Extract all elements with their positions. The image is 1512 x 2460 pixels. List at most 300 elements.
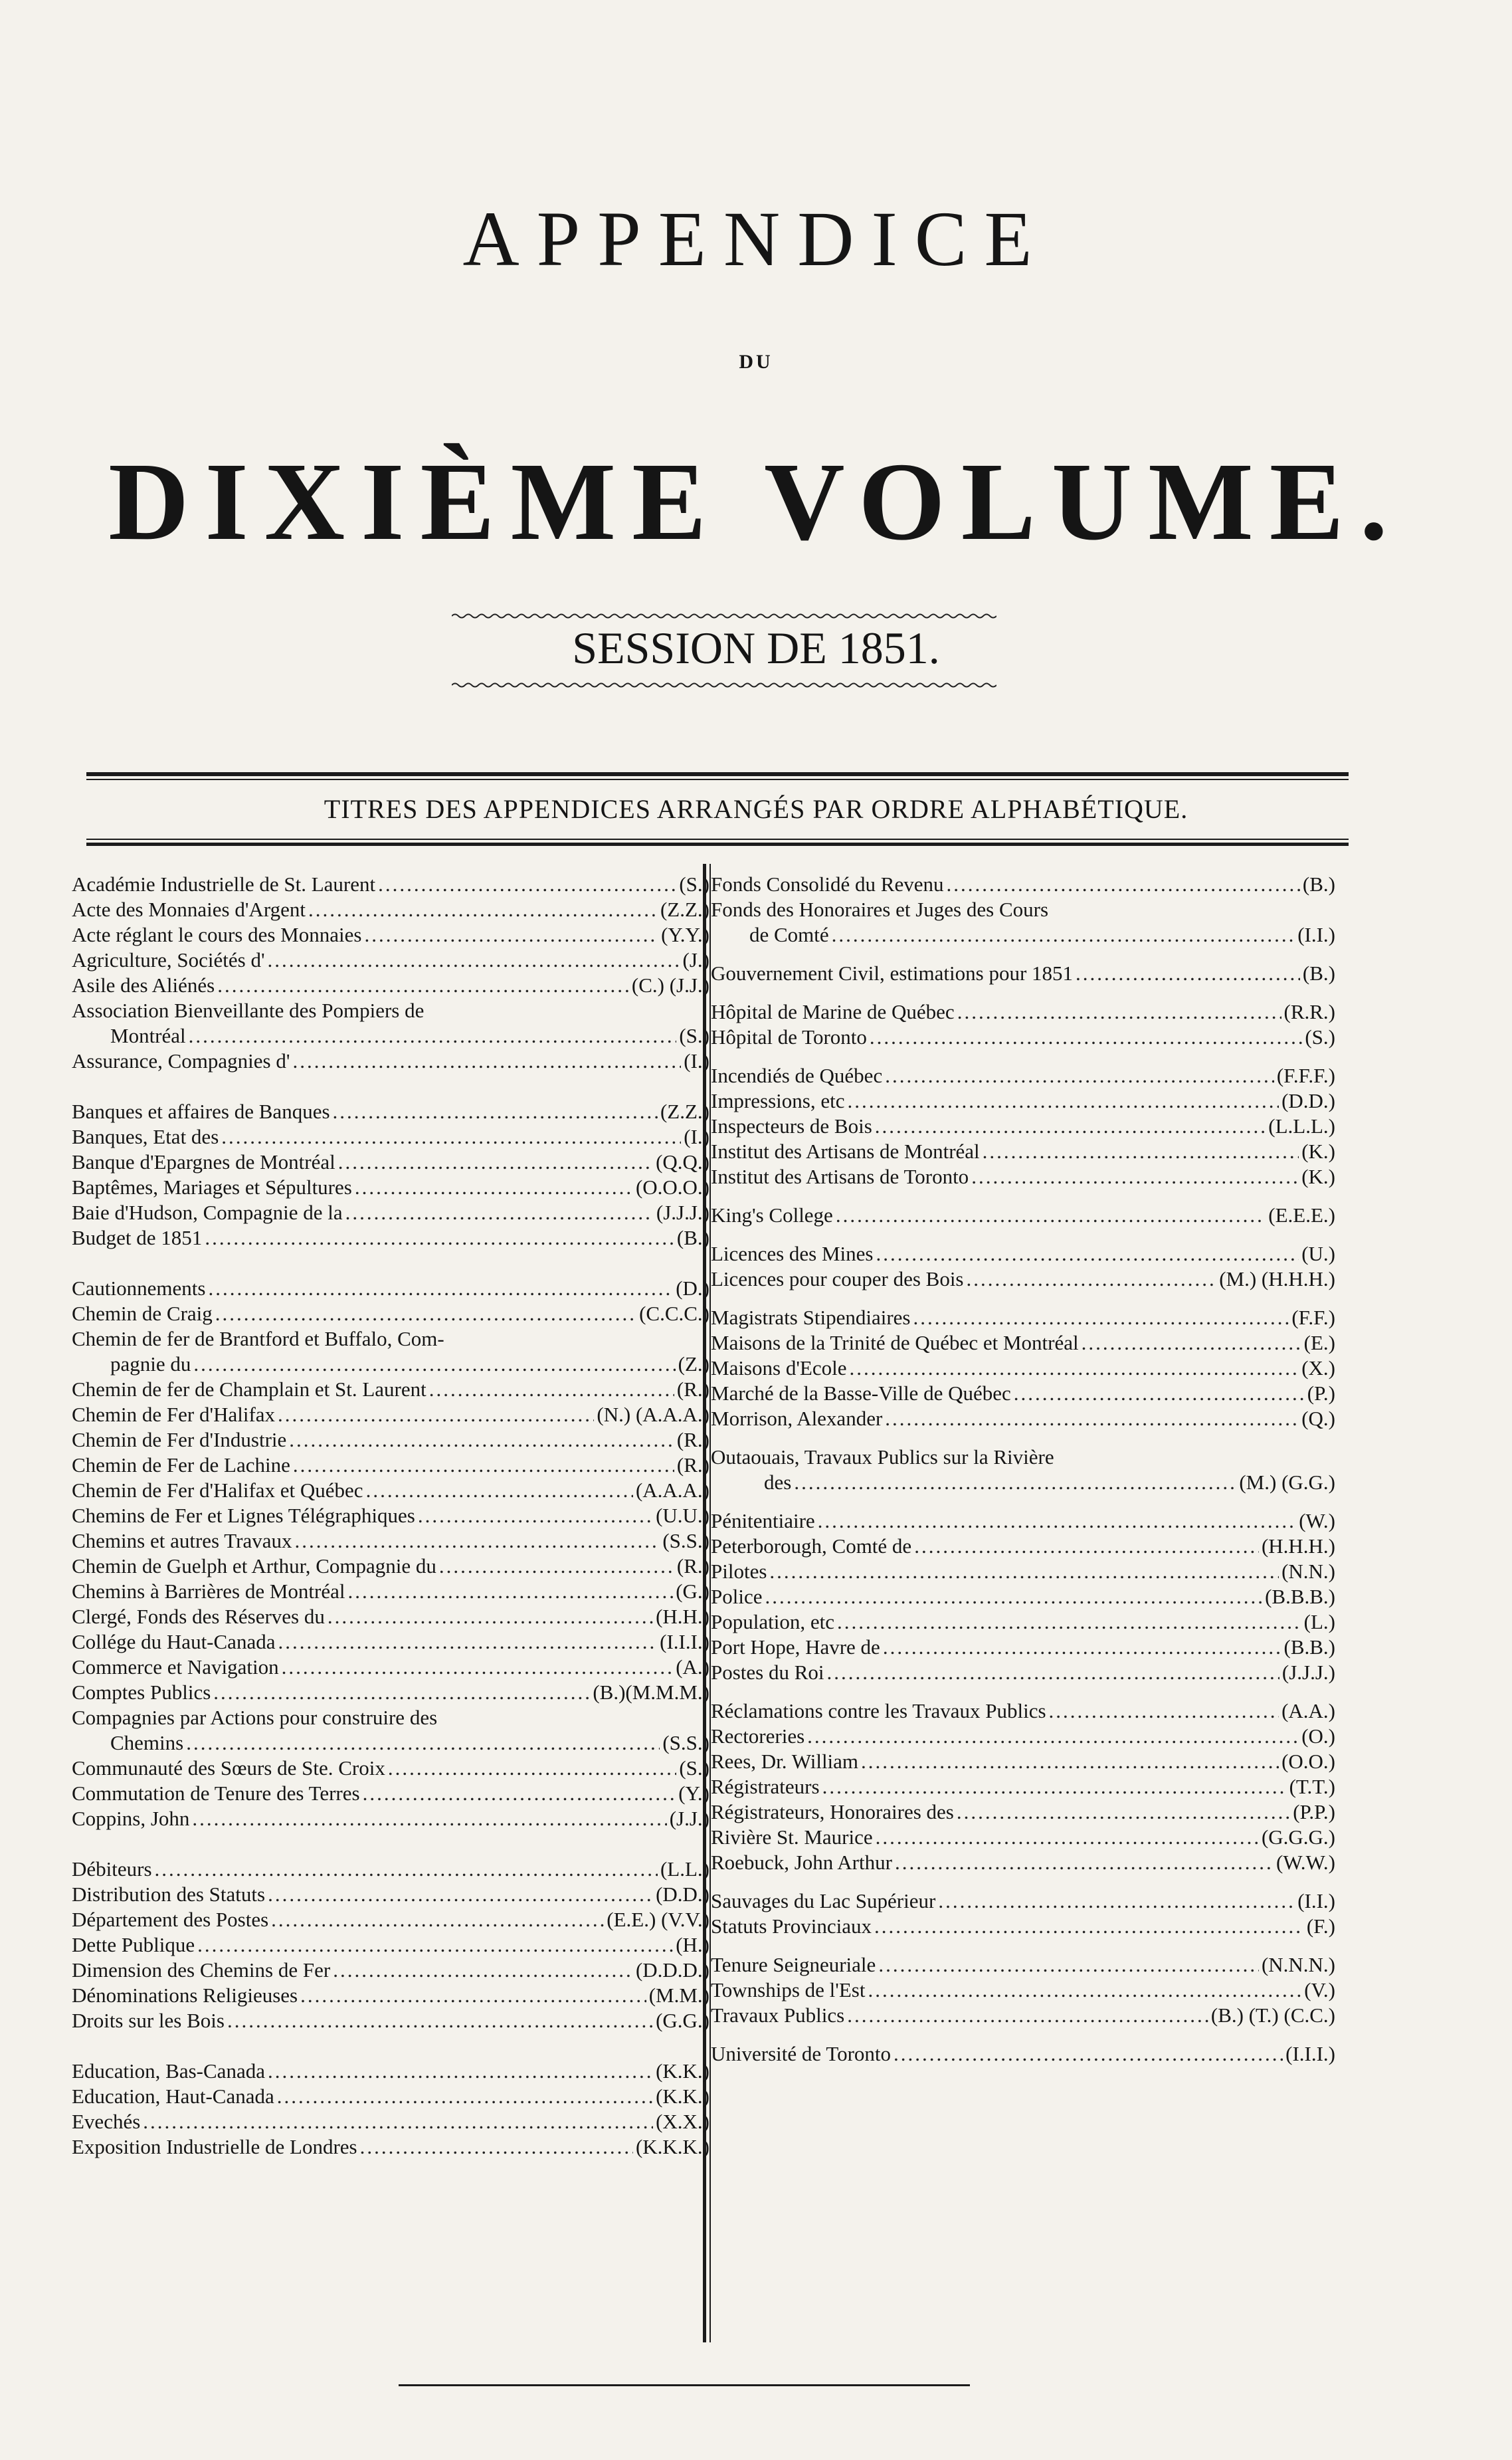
volume-heading: DIXIÈME VOLUME. — [108, 440, 1404, 564]
index-entry — [72, 973, 709, 998]
entry-title: Rivière St. Maurice — [711, 1825, 873, 1849]
entry-title: Comptes Publics — [72, 1681, 211, 1704]
dot-leader — [832, 922, 1295, 948]
dot-leader — [418, 1503, 653, 1528]
dot-leader — [914, 1534, 1259, 1559]
entry-title: Chemins de Fer et Lignes Télégraphiques — [72, 1504, 415, 1527]
entry-gap — [711, 2028, 1335, 2041]
entry-reference: (K.K.) — [656, 2085, 709, 2108]
entry-reference: (P.P.) — [1293, 1800, 1335, 1823]
entry-reference: (I.I.) — [1297, 1889, 1335, 1912]
entry-reference: (S.) — [679, 1024, 709, 1047]
entry-title: Réclamations contre les Travaux Publics — [711, 1699, 1046, 1722]
index-entry — [711, 1660, 1335, 1685]
entry-title: Communauté des Sœurs de Ste. Croix — [72, 1756, 385, 1780]
dot-leader — [1076, 961, 1300, 986]
dot-leader — [205, 1225, 674, 1251]
dot-leader — [338, 1150, 653, 1175]
dot-leader — [957, 1799, 1290, 1825]
heading-rule-bottom — [86, 843, 1349, 846]
entry-title: Baptêmes, Mariages et Sépultures — [72, 1176, 352, 1199]
entry-gap — [711, 1939, 1335, 1952]
dot-leader — [836, 1203, 1266, 1228]
heading-rule-bottom-thin — [86, 839, 1349, 840]
entry-title: Chemin de Fer d'Halifax et Québec — [72, 1479, 363, 1502]
entry-title: Marché de la Basse-Ville de Québec — [711, 1382, 1011, 1405]
index-entry — [72, 1680, 709, 1705]
entry-title: Académie Industrielle de St. Laurent — [72, 872, 376, 896]
entry-title: Impressions, etc — [711, 1089, 845, 1112]
index-entry — [711, 1381, 1335, 1406]
index-entry — [711, 999, 1335, 1025]
entry-reference: (A.) — [676, 1655, 709, 1679]
dot-leader — [155, 1857, 658, 1882]
entry-reference: (K.K.) — [656, 2059, 709, 2083]
entry-reference: (D.D.) — [1281, 1089, 1335, 1112]
dot-leader — [271, 1907, 604, 1932]
entry-title: Acte réglant le cours des Monnaies — [72, 923, 362, 946]
entry-title: Townships de l'Est — [711, 1978, 866, 2001]
entry-reference: (F.) — [1306, 1914, 1335, 1938]
index-entry — [72, 1276, 709, 1301]
index-entry — [72, 1857, 709, 1882]
entry-reference: (E.) — [1303, 1331, 1335, 1354]
dot-leader — [439, 1554, 674, 1579]
index-entry — [72, 1503, 709, 1528]
entry-gap — [72, 2033, 709, 2059]
entry-reference: (I.) — [684, 1125, 709, 1148]
dot-leader — [876, 1241, 1299, 1267]
entry-reference: (R.) — [676, 1554, 709, 1578]
dot-leader — [765, 1584, 1263, 1609]
entry-title: pagnie du — [110, 1352, 191, 1376]
entry-title: Cautionnements — [72, 1277, 206, 1300]
index-entry — [711, 1825, 1335, 1850]
entry-title: Tenure Seigneuriale — [711, 1953, 876, 1976]
entry-title: Débiteurs — [72, 1857, 152, 1881]
index-entry — [72, 1427, 709, 1453]
dot-leader — [347, 1579, 673, 1604]
entry-reference: (X.X.) — [656, 2110, 709, 2133]
dot-leader — [364, 922, 658, 948]
entry-title: de Comté — [749, 923, 829, 946]
index-entry — [72, 1932, 709, 1958]
index-entry — [711, 1508, 1335, 1534]
entry-title: Pénitentiaire — [711, 1509, 815, 1532]
entry-title: Fonds des Honoraires et Juges des Cours — [711, 898, 1049, 921]
entry-reference: (K.K.K.) — [635, 2135, 709, 2158]
dot-leader — [874, 1914, 1304, 1939]
entry-reference: (Q.) — [1301, 1407, 1335, 1430]
index-entry — [711, 1406, 1335, 1431]
dot-leader — [217, 973, 629, 998]
dot-leader — [378, 872, 676, 897]
dot-leader — [983, 1139, 1299, 1164]
page-title: APPENDICE — [462, 195, 1050, 282]
entry-title: Banques, Etat des — [72, 1125, 219, 1148]
index-entry — [72, 1756, 709, 1781]
dot-leader — [849, 1356, 1299, 1381]
entry-reference: (B.)(M.M.M.) — [593, 1681, 709, 1704]
entry-title: Maisons de la Trinité de Québec et Montréal — [711, 1331, 1079, 1354]
entry-title: Collége du Haut-Canada — [72, 1630, 276, 1653]
dot-leader — [289, 1427, 674, 1453]
entry-reference: (I.I.) — [1297, 923, 1335, 946]
entry-reference: (Z.Z.) — [660, 1100, 709, 1123]
entry-reference: (B.B.B.) — [1265, 1585, 1335, 1608]
entry-title: Chemin de Fer d'Industrie — [72, 1428, 287, 1451]
index-entry — [711, 961, 1335, 986]
entry-reference: (X.) — [1301, 1356, 1335, 1380]
dot-leader — [333, 1958, 633, 1983]
index-entry — [72, 1352, 709, 1377]
index-heading: TITRES DES APPENDICES ARRANGÉS PAR ORDRE ALPHABÉTIQUE. — [324, 794, 1188, 824]
entry-title: Compagnies par Actions pour construire des — [72, 1706, 438, 1729]
dot-leader — [868, 1978, 1301, 2003]
entry-gap — [711, 1495, 1335, 1508]
index-entry — [72, 1958, 709, 1983]
entry-title: Dimension des Chemins de Fer — [72, 1958, 331, 1982]
index-entry — [711, 1356, 1335, 1381]
heading-rule-top — [86, 772, 1349, 776]
dot-leader — [277, 2084, 653, 2109]
dot-leader — [186, 1730, 660, 1756]
entry-title: Banques et affaires de Banques — [72, 1100, 330, 1123]
entry-title: Statuts Provinciaux — [711, 1914, 872, 1938]
dot-leader — [807, 1724, 1299, 1749]
entry-gap — [711, 986, 1335, 999]
index-entry — [711, 2003, 1335, 2028]
entry-gap — [72, 1074, 709, 1099]
index-entry — [711, 1203, 1335, 1228]
entry-title: Rees, Dr. William — [711, 1750, 859, 1773]
dot-leader — [355, 1175, 633, 1200]
entry-reference: (D.) — [676, 1277, 709, 1300]
entry-reference: (N.N.) — [1281, 1560, 1335, 1583]
dot-leader — [345, 1200, 654, 1225]
index-entry — [711, 1850, 1335, 1875]
index-entry — [72, 2109, 709, 2134]
entry-reference: (C.C.C.) — [639, 1302, 709, 1325]
entry-title: Port Hope, Havre de — [711, 1635, 880, 1659]
index-entry — [711, 897, 1335, 922]
index-entry — [711, 1025, 1335, 1050]
entry-reference: (K.) — [1301, 1165, 1335, 1188]
entry-reference: (C.) (J.J.) — [631, 974, 709, 997]
dot-leader — [295, 1528, 660, 1554]
entry-reference: (H.) — [676, 1933, 709, 1956]
index-entry — [72, 1781, 709, 1806]
dot-leader — [363, 1781, 676, 1806]
dot-leader — [1082, 1330, 1301, 1356]
dot-leader — [215, 1301, 636, 1326]
index-entry — [711, 1063, 1335, 1088]
dot-leader — [278, 1629, 657, 1655]
entry-gap — [711, 1875, 1335, 1889]
entry-reference: (S.) — [1305, 1025, 1335, 1049]
index-entry — [72, 1806, 709, 1831]
entry-title: Fonds Consolidé du Revenu — [711, 872, 944, 896]
entry-reference: (M.) (G.G.) — [1239, 1471, 1335, 1494]
dot-leader — [837, 1609, 1301, 1635]
entry-gap — [711, 1292, 1335, 1305]
dot-leader — [938, 1889, 1295, 1914]
index-entry — [72, 1049, 709, 1074]
entry-title: Licences pour couper des Bois — [711, 1267, 964, 1290]
entry-title: Coppins, John — [72, 1807, 190, 1830]
entry-title: Chemin de Fer d'Halifax — [72, 1403, 276, 1426]
entry-title: Gouvernement Civil, estimations pour 1851 — [711, 962, 1074, 985]
entry-title: des — [764, 1471, 792, 1494]
wavy-rule-bottom — [452, 682, 996, 688]
entry-reference: (Y.) — [678, 1782, 709, 1805]
index-column-right — [711, 872, 1335, 2067]
index-entry — [711, 1330, 1335, 1356]
entry-title: Assurance, Compagnies d' — [72, 1049, 290, 1073]
index-entry — [72, 1023, 709, 1049]
index-entry — [711, 1952, 1335, 1978]
index-entry — [711, 1164, 1335, 1189]
dot-leader — [967, 1267, 1217, 1292]
index-entry — [711, 1241, 1335, 1267]
entry-title: Institut des Artisans de Montréal — [711, 1140, 980, 1163]
entry-title: Acte des Monnaies d'Argent — [72, 898, 306, 921]
entry-reference: (B.) — [1302, 962, 1335, 985]
entry-reference: (O.O.) — [1281, 1750, 1335, 1773]
entry-reference: (S.S.) — [662, 1731, 709, 1754]
index-entry — [711, 1305, 1335, 1330]
index-entry — [72, 948, 709, 973]
entry-reference: (S.) — [679, 1756, 709, 1780]
entry-title: Chemins — [110, 1731, 184, 1754]
entry-title: Pilotes — [711, 1560, 767, 1583]
entry-reference: (Y.Y.) — [661, 923, 709, 946]
dot-leader — [885, 1406, 1299, 1431]
entry-title: Chemin de Guelph et Arthur, Compagnie du — [72, 1554, 436, 1578]
entry-reference: (O.) — [1301, 1724, 1335, 1748]
index-entry — [72, 998, 709, 1023]
entry-reference: (R.) — [676, 1378, 709, 1401]
entry-title: Commerce et Navigation — [72, 1655, 279, 1679]
index-entry — [72, 2084, 709, 2109]
entry-reference: (M.) (H.H.H.) — [1219, 1267, 1335, 1290]
index-entry — [711, 1698, 1335, 1724]
entry-title: Education, Haut-Canada — [72, 2085, 274, 2108]
index-entry — [72, 1225, 709, 1251]
index-entry — [711, 1609, 1335, 1635]
dot-leader — [870, 1025, 1302, 1050]
entry-reference: (F.F.) — [1291, 1306, 1335, 1329]
index-entry — [711, 1470, 1335, 1495]
page-subtitle: DU — [739, 351, 773, 373]
entry-title: Evechés — [72, 2110, 141, 2133]
entry-reference: (H.H.) — [656, 1605, 709, 1628]
dot-leader — [227, 2008, 653, 2033]
index-entry — [72, 1099, 709, 1124]
dot-leader — [366, 1478, 633, 1503]
dot-leader — [895, 1850, 1274, 1875]
entry-title: King's College — [711, 1203, 833, 1227]
index-entry — [711, 922, 1335, 948]
entry-reference: (P.) — [1307, 1382, 1335, 1405]
index-entry — [72, 922, 709, 948]
index-entry — [711, 1534, 1335, 1559]
dot-leader — [971, 1164, 1299, 1189]
index-entry — [72, 1124, 709, 1150]
dot-leader — [268, 1882, 653, 1907]
dot-leader — [1014, 1381, 1305, 1406]
dot-leader — [847, 1088, 1279, 1114]
entry-gap — [711, 1431, 1335, 1445]
dot-leader — [847, 2003, 1208, 2028]
entry-title: Licences des Mines — [711, 1242, 874, 1265]
index-entry — [72, 2134, 709, 2160]
index-entry — [72, 1579, 709, 1604]
dot-leader — [197, 1932, 673, 1958]
dot-leader — [293, 1453, 674, 1478]
dot-leader — [328, 1604, 653, 1629]
dot-leader — [794, 1470, 1236, 1495]
entry-title: Maisons d'Ecole — [711, 1356, 847, 1380]
dot-leader — [292, 1049, 681, 1074]
entry-reference: (S.S.) — [662, 1529, 709, 1552]
entry-reference: (B.) — [676, 1226, 709, 1249]
index-entry — [72, 1882, 709, 1907]
index-entry — [72, 2008, 709, 2033]
entry-gap — [711, 1050, 1335, 1063]
dot-leader — [300, 1983, 646, 2008]
entry-title: Outaouais, Travaux Publics sur la Rivière — [711, 1445, 1054, 1469]
entry-reference: (W.) — [1299, 1509, 1335, 1532]
entry-title: Clergé, Fonds des Réserves du — [72, 1605, 325, 1628]
index-entry — [711, 1267, 1335, 1292]
index-entry — [72, 1604, 709, 1629]
dot-leader — [822, 1774, 1287, 1799]
entry-reference: (I.I.I.) — [660, 1630, 709, 1653]
session-heading: SESSION DE 1851. — [572, 623, 940, 673]
dot-leader — [278, 1402, 594, 1427]
entry-title: Inspecteurs de Bois — [711, 1114, 872, 1138]
index-entry — [711, 1445, 1335, 1470]
entry-title: Magistrats Stipendiaires — [711, 1306, 911, 1329]
entry-gap — [72, 1831, 709, 1857]
entry-reference: (W.W.) — [1276, 1851, 1335, 1874]
dot-leader — [861, 1749, 1279, 1774]
entry-reference: (B.B.) — [1283, 1635, 1335, 1659]
dot-leader — [388, 1756, 677, 1781]
index-entry — [72, 872, 709, 897]
entry-reference: (T.T.) — [1289, 1775, 1335, 1798]
index-entry — [72, 1478, 709, 1503]
entry-title: Exposition Industrielle de Londres — [72, 2135, 357, 2158]
entry-reference: (M.M.) — [648, 1984, 709, 2007]
dot-leader — [827, 1660, 1279, 1685]
entry-reference: (D.D.D.) — [635, 1958, 709, 1982]
footer-rule — [399, 2384, 970, 2386]
index-entry — [711, 2041, 1335, 2067]
dot-leader — [885, 1063, 1274, 1088]
heading-rule-top-thin — [86, 779, 1349, 780]
entry-title: Chemins et autres Travaux — [72, 1529, 292, 1552]
entry-gap — [711, 1189, 1335, 1203]
dot-leader — [1049, 1698, 1279, 1724]
index-entry — [711, 1088, 1335, 1114]
entry-title: Dette Publique — [72, 1933, 195, 1956]
entry-reference: (L.L.L.) — [1268, 1114, 1335, 1138]
entry-title: Baie d'Hudson, Compagnie de la — [72, 1201, 343, 1224]
index-entry — [72, 1150, 709, 1175]
dot-leader — [818, 1508, 1297, 1534]
dot-leader — [282, 1655, 674, 1680]
entry-reference: (G.) — [676, 1580, 709, 1603]
dot-leader — [878, 1952, 1259, 1978]
entry-title: Commutation de Tenure des Terres — [72, 1782, 360, 1805]
entry-reference: (E.E.E.) — [1268, 1203, 1335, 1227]
dot-leader — [769, 1559, 1279, 1584]
entry-title: Chemin de Fer de Lachine — [72, 1453, 290, 1477]
entry-gap — [711, 1228, 1335, 1241]
entry-title: Travaux Publics — [711, 2003, 845, 2027]
index-entry — [72, 1554, 709, 1579]
entry-title: Régistrateurs — [711, 1775, 820, 1798]
entry-reference: (O.O.O.) — [635, 1176, 709, 1199]
entry-title: Roebuck, John Arthur — [711, 1851, 892, 1874]
entry-title: Sauvages du Lac Supérieur — [711, 1889, 936, 1912]
entry-reference: (J.J.) — [669, 1807, 709, 1830]
index-entry — [72, 1655, 709, 1680]
entry-title: Agriculture, Sociétés d' — [72, 948, 265, 972]
dot-leader — [333, 1099, 658, 1124]
entry-reference: (J.J.J.) — [1281, 1661, 1335, 1684]
index-entry — [711, 1724, 1335, 1749]
index-entry — [72, 1301, 709, 1326]
dot-leader — [143, 2109, 653, 2134]
index-entry — [72, 1326, 709, 1352]
dot-leader — [192, 1806, 666, 1831]
dot-leader — [946, 872, 1299, 897]
entry-reference: (A.A.) — [1281, 1699, 1335, 1722]
entry-reference: (H.H.H.) — [1261, 1534, 1335, 1558]
dot-leader — [429, 1377, 674, 1402]
index-entry — [72, 1528, 709, 1554]
entry-title: Droits sur les Bois — [72, 2009, 225, 2032]
index-column-left — [72, 872, 709, 2160]
entry-reference: (G.G.G.) — [1261, 1825, 1335, 1849]
entry-reference: (J.J.J.) — [656, 1201, 709, 1224]
dot-leader — [894, 2041, 1283, 2067]
dot-leader — [193, 1352, 675, 1377]
entry-reference: (A.A.A.) — [635, 1479, 709, 1502]
entry-title: Chemin de fer de Brantford et Buffalo, Com- — [72, 1327, 444, 1350]
entry-title: Distribution des Statuts — [72, 1883, 266, 1906]
entry-reference: (B.) — [1302, 872, 1335, 896]
dot-leader — [308, 897, 658, 922]
index-entry — [72, 1200, 709, 1225]
dot-leader — [883, 1635, 1281, 1660]
index-entry — [711, 1584, 1335, 1609]
index-entry — [711, 1559, 1335, 1584]
index-entry — [711, 1914, 1335, 1939]
entry-gap — [72, 1251, 709, 1276]
entry-reference: (F.F.F.) — [1276, 1064, 1335, 1087]
entry-reference: (U.) — [1301, 1242, 1335, 1265]
entry-reference: (U.U.) — [656, 1504, 709, 1527]
index-entry — [711, 1774, 1335, 1799]
entry-reference: (N.N.N.) — [1261, 1953, 1335, 1976]
index-entry — [72, 1175, 709, 1200]
index-entry — [72, 1730, 709, 1756]
entry-reference: (Z.) — [678, 1352, 709, 1376]
